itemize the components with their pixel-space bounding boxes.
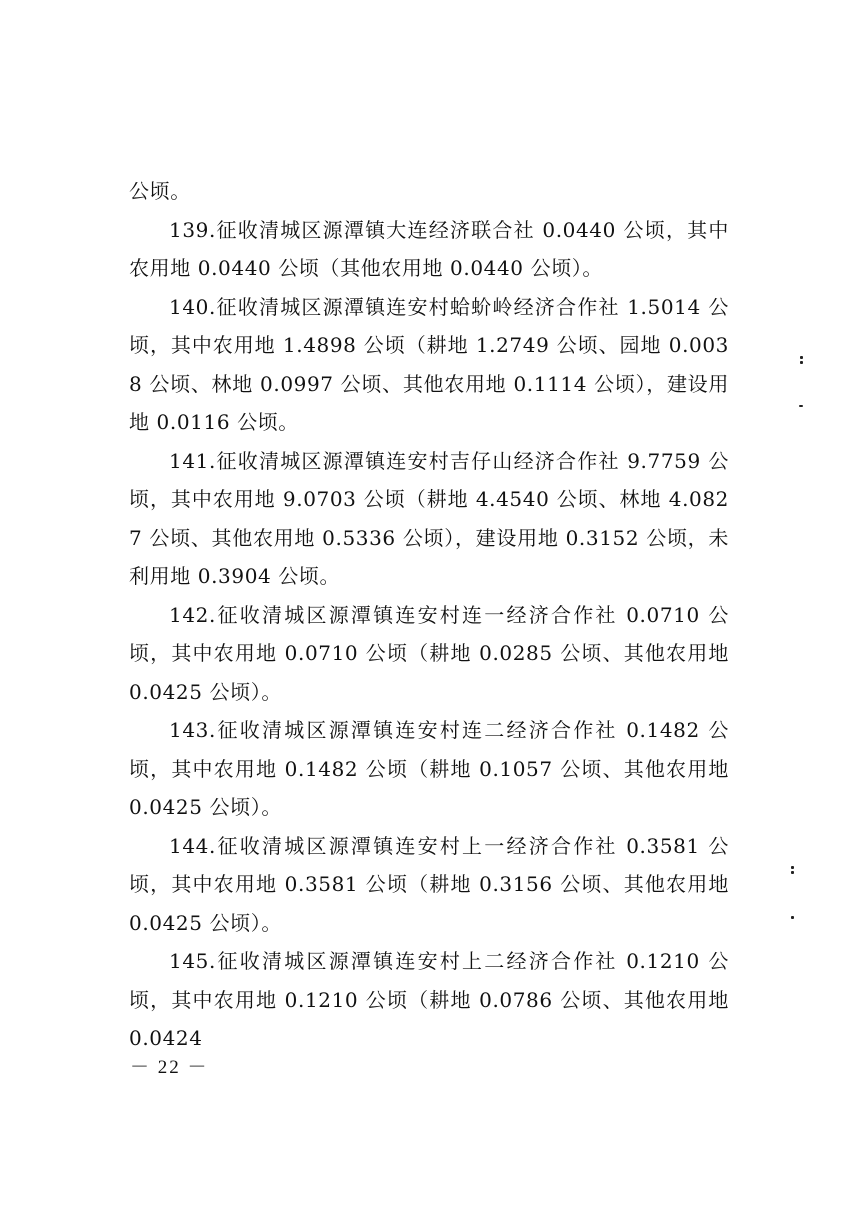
page-number: － 22 － bbox=[130, 1057, 209, 1078]
scan-mark bbox=[791, 871, 794, 874]
scan-mark bbox=[800, 361, 803, 364]
document-body bbox=[129, 172, 729, 1058]
item-139-paragraph: 139.征收清城区源潭镇大连经济联合社 0.0440 公顷，其中农用地 0.0440 公顷（其他农用地 0.0440 公顷）。 bbox=[129, 217, 729, 280]
item-140-paragraph: 140.征收清城区源潭镇连安村蛤蚧岭经济合作社 1.5014 公顷，其中农用地 1.4898 公顷（耕地 1.2749 公顷、园地 0.0038 公顷、林地 0.0997 公顷、其他农用地 0.1114 公顷），建设用地 0.0116 公顷。 bbox=[129, 294, 729, 434]
item-142-paragraph: 142.征收清城区源潭镇连安村连一经济合作社 0.0710 公顷，其中农用地 0.0710 公顷（耕地 0.0285 公顷、其他农用地 0.0425 公顷）。 bbox=[129, 602, 729, 704]
item-145-paragraph: 145.征收清城区源潭镇连安村上二经济合作社 0.1210 公顷，其中农用地 0.1210 公顷（耕地 0.0786 公顷、其他农用地 0.0424 bbox=[129, 949, 729, 1050]
scan-mark bbox=[791, 866, 794, 869]
continuation-paragraph: 公顷。 bbox=[129, 179, 191, 203]
item-141-paragraph: 141.征收清城区源潭镇连安村吉仔山经济合作社 9.7759 公顷，其中农用地 9.0703 公顷（耕地 4.4540 公顷、林地 4.0827 公顷、其他农用地 0.5336 公顷），建设用地 0.3152 公顷，未利用地 0.3904 公顷。 bbox=[129, 448, 729, 588]
item-144-paragraph: 144.征收清城区源潭镇连安村上一经济合作社 0.3581 公顷，其中农用地 0.3581 公顷（耕地 0.3156 公顷、其他农用地 0.0425 公顷）。 bbox=[129, 833, 729, 935]
item-143-paragraph: 143.征收清城区源潭镇连安村连二经济合作社 0.1482 公顷，其中农用地 0.1482 公顷（耕地 0.1057 公顷、其他农用地 0.0425 公顷）。 bbox=[129, 718, 729, 819]
scan-mark bbox=[799, 405, 803, 407]
scan-mark bbox=[800, 356, 803, 359]
scan-mark bbox=[791, 916, 794, 919]
